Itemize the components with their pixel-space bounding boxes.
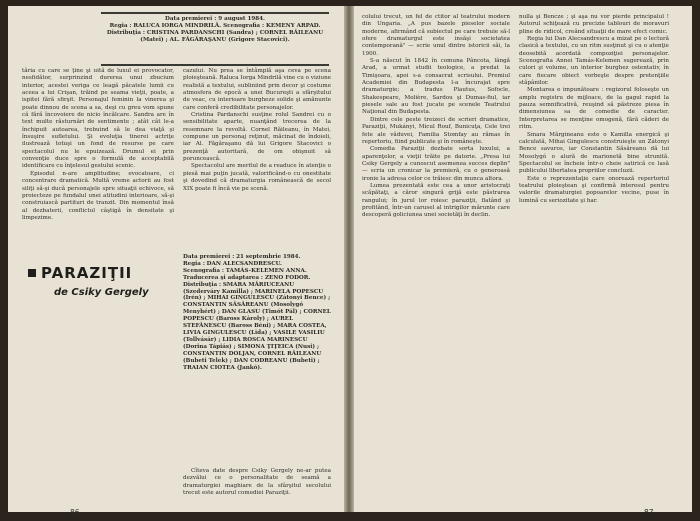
play-subtitle: de Csiky Gergely	[54, 287, 149, 298]
title-bullet-icon	[28, 269, 36, 277]
credits-line: Regia : RALUCA IORGA MINDRILĂ. Scenografia : KEMENY ARPAD.	[109, 22, 321, 29]
credit-line: Data premierei : 21 septembrie 1984.	[183, 254, 301, 260]
left-column-2-bottom	[183, 468, 331, 502]
paragraph: Regia lui Dan Alecsandrescu a mizat pe o lectură clasică a textului, cu un ritm susţinut şi cu o atenţie deosebită acordată compoziţiei personajelor. Scenografia Annei Tamás-Kelemen sugerează, prin culori şi volume, un interior burghez ostentativ, în care fiecare obiect vorbeşte despre pretenţiile stăpânilor.	[519, 36, 669, 87]
credits-box-top-rule	[101, 12, 329, 14]
paragraph: colului trecut, un fel de ctitor al teatrului modern din Ungaria. „A pus bazele pieselor sociale moderne, afirmând că subiectul pe care trebuie să-l ofere dramaturgul este insăşi societatea contemporană" — scrie unul dintre istoricii săi, la 1900.	[362, 14, 510, 57]
premiere-credits	[183, 254, 331, 464]
paragraph: nulla şi Bencze ; şi aşa nu vor pierde principalul ! Autorul schiţează cu precizie tablouri de moravuri pline de ridicol, creând situaţii de mare efect comic.	[519, 14, 669, 35]
right-column-2	[519, 14, 669, 502]
credits-line: Data premierei : 9 august 1984.	[165, 16, 265, 22]
paragraph: S-a născut în 1842 în comuna Pâncota, lângă Arad, a urmat studii teologice, a predat la Timişoara, apoi s-a consacrat scrisului. Premiul Academiei din Budapesta l-a încurajat spre dramaturgie; a tradus Plautus, Sofocle, Shakespeare, Molière, Sardou şi Dumas-fiul, iar piesele sale au fost jucate pe scenele Teatrului Naţional din Budapesta.	[362, 58, 510, 116]
paragraph: Montarea e impunătoare : regizorul foloseşte un amplu registru de mijloace, de la gagul rapid la pauza semnificativă, reuşind să păstreze piesa în dimensiunea sa de comedie de caracter. Interpretarea se menţine omogenă, fără căderi de ritm.	[519, 87, 669, 131]
left-page	[8, 6, 344, 517]
book-gutter	[344, 6, 354, 512]
paragraph: Dintre cele peste treizeci de scrieri dramatice, Paraziţii, Mukányi, Micul Rouf, Bunicuţa, Cele trei fete ale văduvei, Familia Stomfay au rămas în repertoriu, fiind publicate şi în româneşte.	[362, 116, 510, 145]
paragraph: Cîteva date despre Csiky Gergely ne-ar putea dezvălui ce o personalitate de seamă a dramaturgiei maghiare de la sfârşitul secolului trecut este autorul comediei Paraziţii.	[183, 468, 331, 497]
page-number: 86	[70, 508, 80, 517]
credit-line: Distribuţia : SMARA MĂRIUCEANU (Szederváry Kamilla) ; MARINELA POPESCU (Irén) ; MIHAI GINGULESCU (Zátonyi Bence) ; CONSTANTIN SĂSĂREANU (Mosolygó Menyhért) ; DAN GLASU (Timót Pál) ; CORNEL POPESCU (Baross Károly) ; AUREL STEFĂNESCU (Baross Béni) ; MARA COSTEA, LIVIA GINGULESCU (Lida) ; VASILE VASILIU (Tollvásár) ; LIDIA ROSCA MARINESCU (Dorina Tápiás) ; SIMONA ŢIŢEICA (Nusi) ; CONSTANTIN DOLJAN, CORNEL RĂILEANU (Bubeti Telek) ; DAN CODREANU (Bubeti) ; TRAIAN CIOTEA (Jankó).	[183, 281, 331, 371]
paragraph: Este o reprezentaţie care onorează repertoriul teatrului ploieştean şi confirmă interesul pentru valorile dramaturgiei popoarelor vecine, puse în lumină cu seriozitate şi har.	[519, 175, 669, 204]
paragraph: Comedia Paraziţii dezbate sorta luxului, a aparenţelor, a vieţii trăite pe datorie. „Presa lui Csiky Gergely a cunoscut asemenea succes deplin" — scria un cronicar la premieră, cu o generoasă ironie la adresa celor ce trăiesc din munca altora.	[362, 146, 510, 182]
play-title: PARAZIŢII	[28, 264, 173, 282]
paragraph: Lumea prezentată este cea a unor aristocraţi scăpătaţi, a căror singură grijă este păstrarea rangului; în jurul lor roiesc paraziţii, flatând şi profitând, într-un carusel al intrigilor mărunte care descoperă goliciunea unei societăţi în declin.	[362, 182, 510, 219]
paragraph: Smara Mărgineanu este o Kamilla energică şi calculată, Mihai Gingulescu construieşte un Zátonyi Bence savuros, iar Constantin Săsăreanu dă lui Mosolygó o alură de marionetă bine strunită. Spectacolul se încheie într-o cheie satirică ce lasă publicului libertatea propriilor concluzii.	[519, 131, 669, 175]
right-page	[354, 6, 692, 517]
paragraph: tăria cu care se ţine şi uită de luxul ei provocator, nesfidător, surprinzind durerea unui zbucium interior, acestei veriga ce leagă păcatele lumii cu aceea a lui Crişan, trăind pe seama vieţii, poate, a ispitei fără sfirşit. Personajul feminin la vinerea şi poate dinnou de scena a sa, deşi cu greu vom spune că fără încovoiere de nicio încălcare. Sandra are în text multe răsturnări de sentimente ; atât cât le-a închipuit autoarea, trebuind să le dea viaţă şi însuşire sufletului. Şi evoluţia tinerei actriţe ilustrează totuşi un fond de resurse pe care spectacolul nu le epuizează. Drumul ei prin convenţie duce spre o formulă de acceptabilă identificare cu înţelesul gestului scenic.	[22, 68, 174, 170]
right-column-1	[362, 14, 510, 502]
paragraph: Spectacolul are meritul de a readuce în atenţie o piesă mai puţin jucată, valorificând-o cu onestitate şi dovedind că dramaturgia românească de secol XIX poate fi încă vie pe scenă.	[183, 163, 331, 192]
credits-box-bottom-rule	[101, 64, 329, 66]
credit-line: Scenografia : TAMÁS-KELEMEN ANNA. Traducerea şi adaptarea : ZENO FODOR.	[183, 267, 311, 281]
credit-line: Regia : DAN ALECSANDRESCU.	[183, 260, 282, 267]
credits-box	[101, 16, 329, 44]
paragraph: Cristina Pardanschi susţine rolul Sandrei cu o sensibilitate aparte, nuanţând trecerea de la resemnare la revoltă. Cornel Răileanu, în Matei, compune un personaj reţinut, măcinat de îndoieli, iar Al. Făgăraşanu dă lui Grigore Stacovici o prezenţă autoritară, de om obişnuit să poruncească.	[183, 112, 331, 163]
paragraph: cazului. Nu prea se întâmplă aşa ceva pe scena ploieşteană. Raluca Iorga Mindrilă vine cu o viziune realistă a textului, subliniind prin decor şi costume atmosfera de epocă a unei Bucureşti a sfârşitului de veac, cu interioare burgheze solide şi amănunte care conferă credibilitate personajelor.	[183, 68, 331, 111]
paragraph: Episodul n-are amplitudine; evocatoare, ci concentrare dramatică. Multă vreme actorii au fost siliţi să-şi ducă personajele spre situaţii echivoce, să proiecteze pe fundalul unei atitudini interioare, să-şi construiască partituri de tranzit. Din momentul însă al dezbaterii, conflictul câştigă în densitate şi limpezime.	[22, 170, 174, 221]
credits-line: Distribuţia : CRISTINA PARDANSCHI (Sandra) ; CORNEL RĂILEANU (Matei) ; AL. FĂGĂRAŞANU (Grigore Stacovici).	[106, 29, 324, 43]
page-number: 87	[644, 508, 654, 517]
left-column-2-top	[183, 68, 331, 253]
